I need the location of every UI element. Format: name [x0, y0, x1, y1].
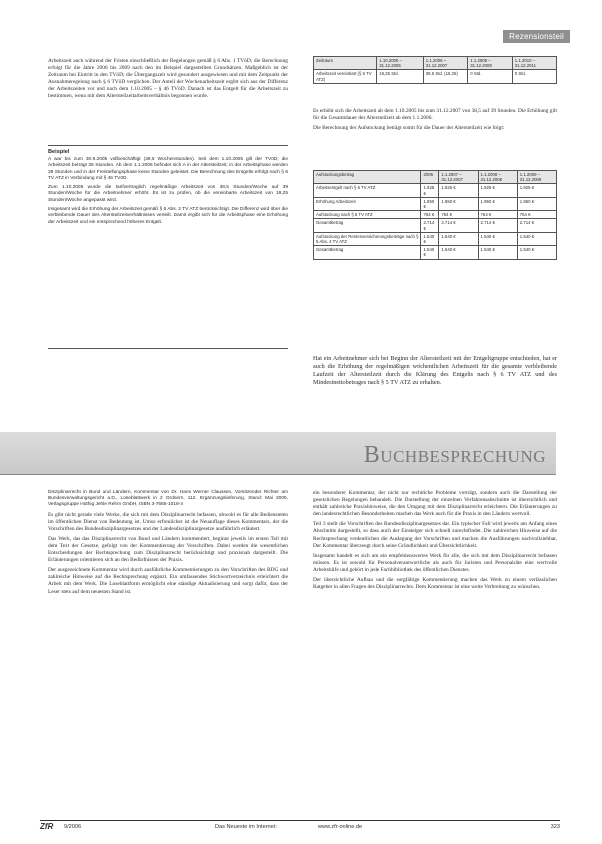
body-paragraph: Arbeitszeit auch während der Fristen einschließlich der Regelungen gemäß § 6 Abs. 1 TVöD; die Berechnung erfolgt für die Jahre 2006 bis 2009 nach den im Beispiel dargestellten Grundsätzen. Maßgeblich ist der Zeitraum bei Eintritt in den TVöD; die Übergangszeit wird gesondert ausgewiesen und mit dem Zeitpunkt der Ausnahmeregelung nach § 6 TVöD verglichen. Der Anteil der Wochenarbeitszeit ergibt sich aus der Differenz der Arbeitszeiten vor und nach dem 1.10.2005 – § 46 TVöD. Danach ist das Entgelt für die Arbeitszeit zu bestimmen, wenn mit dem Altersteilzeitarbeitsverhältnis begonnen wurde.: [48, 58, 288, 100]
review-paragraph: Insgesamt handelt es sich um ein empfehlenswertes Werk für alle, die sich mit dem Disziplinarrecht befassen müssen. Es ist sowohl für Personalverantwortliche als auch für Juristen und Personalräte eine wertvolle Arbeitshilfe und gehört in jede Fachbibliothek des öffentlichen Dienstes.: [313, 552, 557, 573]
table-header-cell: 1.1.2008 – 31.12.2008: [478, 171, 517, 184]
table-cell: 2.714 €: [478, 219, 517, 232]
table-cell: Zeitraum: [314, 57, 377, 70]
table-cell: 1.925 €: [517, 184, 556, 197]
table-header-cell: 1.1.2007 – 31.12.2007: [439, 171, 478, 184]
table-cell: 764 €: [421, 211, 439, 219]
table-cell: 2.714 €: [421, 219, 439, 232]
table-cell: 1.925 €: [439, 184, 478, 197]
table-header-cell: 1.1.2009 – 31.12.2009: [517, 171, 556, 184]
table-cell: 2.714 €: [439, 219, 478, 232]
table-cell: 1.540 €: [439, 246, 478, 259]
table-cell: 1.1.2006 – 31.12.2007: [423, 57, 468, 70]
review-paragraph: Der übersichtliche Aufbau und die sorgfältige Kommentierung machen das Werk zu einem verlässlichen Ratgeber in allen Fragen des Disziplinarrechts. Dem Kommentar ist eine weite Verbreitung zu wünschen.: [313, 577, 557, 591]
large-table-wrap: [313, 170, 557, 260]
review-left-column: [48, 490, 288, 599]
example-paragraph: A war bis zum 30.9.2005 vollbeschäftigt (38,5 Wochenstunden). Seit dem 1.10.2005 gilt der TVöD; die Arbeitszeit beträgt 39 Stunden. Ab dem 1.1.2006 befindet sich A in der Altersteilzeit; in der Arbeitsphase werden 39 Stunden und in der Freistellungsphase keine Stunden geleistet. Die Berechnung des Entgelts erfolgt nach § 6 TV ATZ in Verbindung mit § 46 TVöD.: [48, 157, 288, 181]
table-cell: 1.540 €: [517, 232, 556, 245]
table-cell: Arbeitsentgelt nach § 6 TV ATZ: [314, 184, 421, 197]
table-header-cell: Aufstockungsbetrag: [314, 171, 421, 184]
table-cell: 1.540 €: [421, 232, 439, 245]
small-table: [313, 56, 557, 84]
table-cell: 1.925 €: [421, 184, 439, 197]
table-cell: Arbeitszeit vereinbart (§ 6 TV ATZ): [314, 70, 377, 83]
table-cell: Aufstockung der Rentenversicherungsbeiträge nach § 5 Abs. 4 TV ATZ: [314, 232, 421, 245]
banner-title: Buchbesprechung: [363, 442, 546, 468]
table-cell: Gesamtbetrag: [314, 246, 421, 259]
table-cell: Aufstockung nach § 5 TV ATZ: [314, 211, 421, 219]
review-paragraph: Der ausgezeichnete Kommentar wird durch ausführliche Kommentierungen zu den Vorschriften des BDG und zahlreiche Hinweise auf die Rechtsprechung ergänzt. Ein umfassendes Stichwortverzeichnis erleichtert die Arbeit mit dem Werk. Die Loseblattform ermöglicht eine ständige Aktualisierung und sorgt dafür, dass der Leser stets auf dem neuesten Stand ist.: [48, 567, 288, 595]
table-cell: 764 €: [478, 211, 517, 219]
table-cell: 1.540 €: [478, 232, 517, 245]
review-paragraph: Es gibt nicht gerade viele Werke, die sich mit dem Disziplinarrecht befassen, obwohl es für alle Bediensteten im öffentlichen Dienst von Bedeutung ist. Umso erfreulicher ist die Neuauflage dieses Kommentars, der die Vorschriften des Bundesdisziplinargesetzes und der Landesdisziplinargesetze ausführlich erläutert.: [48, 511, 288, 532]
table-header-cell: 2006: [421, 171, 439, 184]
table-cell: 1.925 €: [478, 184, 517, 197]
table-cell: 1.950 €: [421, 197, 439, 210]
table-cell: Erhöhung Arbeitszeit: [314, 197, 421, 210]
footer-url[interactable]: www.zfr-online.de: [318, 824, 363, 830]
table-cell: 38,5 Std. (19,25): [423, 70, 468, 83]
page-footer: [40, 824, 560, 834]
right-after-table-text: [313, 355, 557, 390]
section-rubric: Rezensionsteil: [503, 30, 570, 43]
table-cell: 1.1.2008 – 31.12.2009: [468, 57, 513, 70]
table-cell: 764 €: [439, 211, 478, 219]
footer-rule: [40, 820, 560, 821]
table-cell: 1.540 €: [517, 246, 556, 259]
table-cell: Gesamtbetrag: [314, 219, 421, 232]
table-cell: 1.950 €: [517, 197, 556, 210]
large-table: [313, 170, 557, 260]
body-paragraph: Es erhöht sich die Arbeitszeit ab dem 1.10.2005 bis zum 31.12.2007 von 38,5 auf 39 Stunden. Die Erhöhung gilt für die Gesamtdauer der Altersteilzeit ab dem 1.1.2006.: [313, 108, 557, 122]
table-cell: 764 €: [517, 211, 556, 219]
body-paragraph: Hat ein Arbeitnehmer sich bei Beginn der Altersteilzeit mit der Entgeltgruppe entschieden, hat er auch die Erhöhung der regelmäßigen wöchentlichen Arbeitszeit für die gesamte verbleibende Laufzeit der Altersteilzeit durch die Klärung des Entgelts nach § 6 TV ATZ und des Mindestnettobetrages nach § 5 TV ATZ zu erhalten.: [313, 355, 557, 387]
body-paragraph: Die Berechnung der Aufstockung beträgt somit für die Dauer der Altersteilzeit wie folgt:: [313, 125, 505, 132]
example-paragraph: Zum 1.10.2005 wurde die tarifvertraglich regelmäßige Arbeitszeit von 38,5 Stunden/Woche auf 39 Stunden/Woche für die Arbeitnehmer erhöht. Es ist zu prüfen, ob die vereinbarte Arbeitszeit von 19,25 Stunden/Woche angepasst wird.: [48, 185, 288, 203]
example-paragraph: Insgesamt wird die Erhöhung der Arbeitszeit gemäß § 6 Abs. 2 TV ATZ berücksichtigt. Die Differenz wird über die verbleibende Dauer des Altersteilzeitverhältnisses verteilt. Damit ergibt sich für die Arbeitsphase eine Erhöhung der Arbeitszeit und ein entsprechend höheres Entgelt.: [48, 207, 288, 225]
example-bottom-rule: [48, 348, 288, 349]
example-heading: Beispiel: [48, 149, 70, 155]
example-box: [48, 149, 288, 229]
review-paragraph: Das Werk, das das Disziplinarrecht von Bund und Ländern kommentiert, beginnt jeweils im ersten Teil mit dem Text der Gesetze, gefolgt von der Kommentierung der Vorschriften. Dabei werden die wesentlichen Entscheidungen der Rechtsprechung zum Disziplinarrecht berücksichtigt und praxisnah dargestellt. Die Erläuterungen orientieren sich an den Bedürfnissen der Praxis.: [48, 535, 288, 564]
table-cell: 1.540 €: [421, 246, 439, 259]
table-cell: 1.950 €: [439, 197, 478, 210]
review-paragraph: Teil 3 stellt die Vorschriften des Bundesdisziplinargesetzes dar. Ein typischer Fall wird jeweils am Anfang eines Abschnitts dargestellt, so dass auch der Einsteiger sich schnell zurechtfindet. Die zahlreichen Hinweise auf die Rechtsprechung verdeutlichen die Auslegung der Vorschriften und machen die Ausführungen nachvollziehbar. Der Kommentar überzeugt durch seine Gründlichkeit und Übersichtlichkeit.: [313, 521, 557, 549]
table-cell: 0 Std.: [468, 70, 513, 83]
page-number: 323: [550, 824, 560, 830]
section-banner: [0, 432, 556, 475]
table-cell: 0 Std.: [512, 70, 556, 83]
footer-caption: Das Neueste im Internet:: [215, 824, 277, 830]
journal-logo: ZfR: [40, 822, 54, 831]
issue-number: 9/2006: [64, 824, 82, 830]
example-top-rule: [48, 145, 288, 146]
table-cell: 2.714 €: [517, 219, 556, 232]
review-right-column: [313, 490, 557, 594]
table-cell: 1.540 €: [478, 246, 517, 259]
small-table-wrap: [313, 56, 557, 84]
table-cell: 19,25 Std.: [377, 70, 424, 83]
table-cell: 1.540 €: [439, 232, 478, 245]
left-top-text: [48, 58, 288, 104]
table-cell: 1.10.2005 – 31.12.2005: [377, 57, 424, 70]
right-mid-text: [313, 108, 557, 135]
bibliography-entry: Disziplinarrecht in Bund und Ländern, Kommentar von Dr. Hans Werner Claussen, Vorsitzender Richter am Bundesverwaltungsgericht a.D., Loseblattwerk in 2 Ordnern, 112. Ergänzungslieferung, Stand: Mai 2006, Verlagsgruppe Hüthig Jehle Rehm GmbH, ISBN 3-7685-1018-4: [48, 490, 288, 508]
table-cell: 1.950 €: [478, 197, 517, 210]
table-cell: 1.1.2010 – 31.12.2011: [512, 57, 556, 70]
review-paragraph: ein besonderer Kommentar, der nicht nur rechtliche Probleme vorträgt, sondern auch die Darstellung der gesetzlichen Regelungen behandelt. Die Darstellung der einzelnen Verfahrensabschnitte ist übersichtlich und enthält zahlreiche Praxishinweise, die den Umgang mit dem Disziplinarrecht erleichtern. Die Erläuterungen zu den landesrechtlichen Besonderheiten machen das Werk auch für die Praxis in den Ländern wertvoll.: [313, 490, 557, 518]
